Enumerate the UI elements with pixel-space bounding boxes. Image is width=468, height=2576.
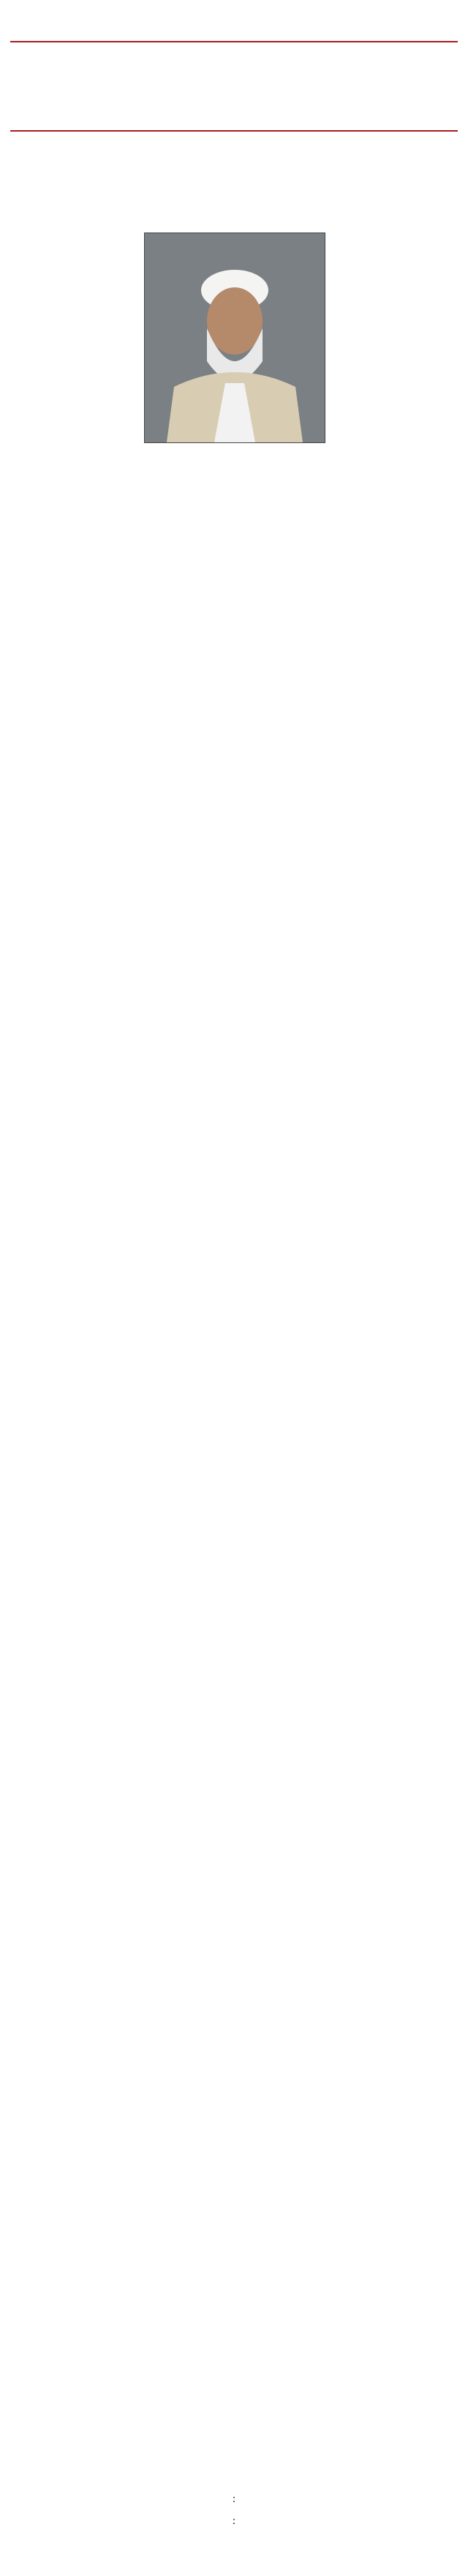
divider bbox=[10, 41, 458, 42]
scholar-photo bbox=[144, 233, 325, 443]
phone-row: : bbox=[232, 2493, 236, 2505]
bismillah bbox=[0, 0, 468, 34]
title-divider bbox=[10, 130, 458, 132]
email-row: : bbox=[232, 2515, 236, 2527]
